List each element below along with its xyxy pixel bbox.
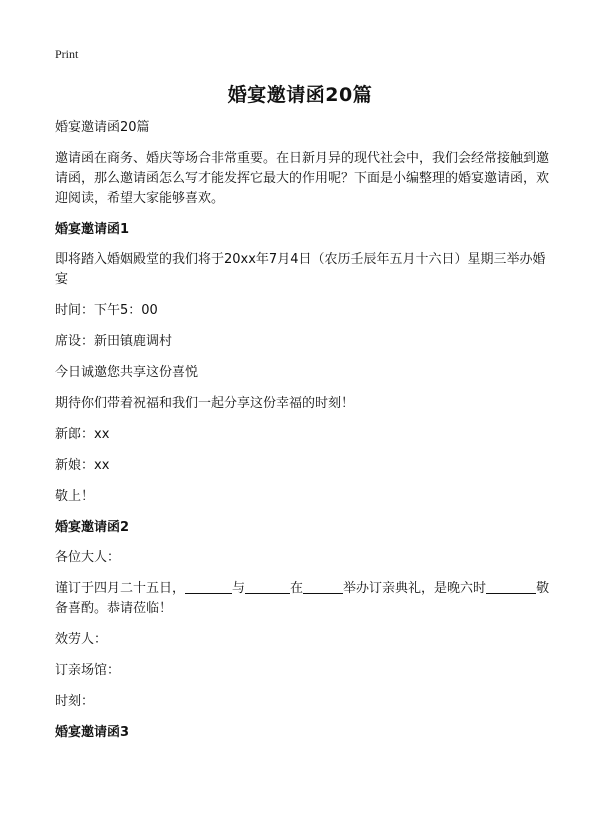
invite-text: 举办订亲典礼，是晚六时	[343, 581, 487, 596]
section2-field: 订亲场馆：	[55, 663, 121, 678]
document-title: 婚宴邀请函20篇	[227, 84, 373, 106]
section1-paragraph: 敬上！	[55, 489, 95, 504]
section1-paragraph: 新郎：xx	[55, 427, 110, 442]
document-subtitle: 婚宴邀请函20篇	[55, 120, 150, 135]
fill-in-blank	[486, 579, 536, 594]
print-link[interactable]: Print	[55, 47, 79, 61]
invite-text: 敬备喜酌。恭请莅临！	[55, 581, 550, 616]
fill-in-blank	[185, 579, 232, 594]
section1-paragraph: 期待你们带着祝福和我们一起分享这份幸福的时刻！	[55, 396, 355, 411]
invite-text: 与	[232, 581, 246, 596]
document-body	[55, 118, 555, 753]
fill-in-blank	[245, 579, 290, 594]
intro-paragraph: 邀请函在商务、婚庆等场合非常重要。在日新月异的现代社会中，我们会经常接触到邀请函，那么邀请函怎么写才能发挥它最大的作用呢？下面是小编整理的婚宴邀请函，欢迎阅读，希望大家能够喜欢。	[55, 151, 550, 206]
section2-invite-paragraph	[55, 579, 555, 619]
section1-paragraph: 即将踏入婚姻殿堂的我们将于20xx年7月4日（农历壬辰年五月十六日）星期三举办婚宴	[55, 252, 546, 287]
fill-in-blank	[303, 579, 343, 594]
section-heading-1: 婚宴邀请函1	[55, 222, 130, 237]
invite-text: 在	[290, 581, 304, 596]
section2-field: 效劳人：	[55, 632, 108, 647]
section2-greeting: 各位大人：	[55, 550, 121, 565]
section1-paragraph: 新娘：xx	[55, 458, 110, 473]
section1-paragraph: 今日诚邀您共享这份喜悦	[55, 365, 199, 380]
section2-field: 时刻：	[55, 694, 95, 709]
invite-text: 谨订于四月二十五日，	[55, 581, 186, 596]
section-heading-2: 婚宴邀请函2	[55, 520, 130, 535]
section1-paragraph: 席设：新田镇鹿调村	[55, 334, 173, 349]
section1-paragraph: 时间：下午5：00	[55, 303, 158, 318]
section-heading-3: 婚宴邀请函3	[55, 725, 130, 740]
